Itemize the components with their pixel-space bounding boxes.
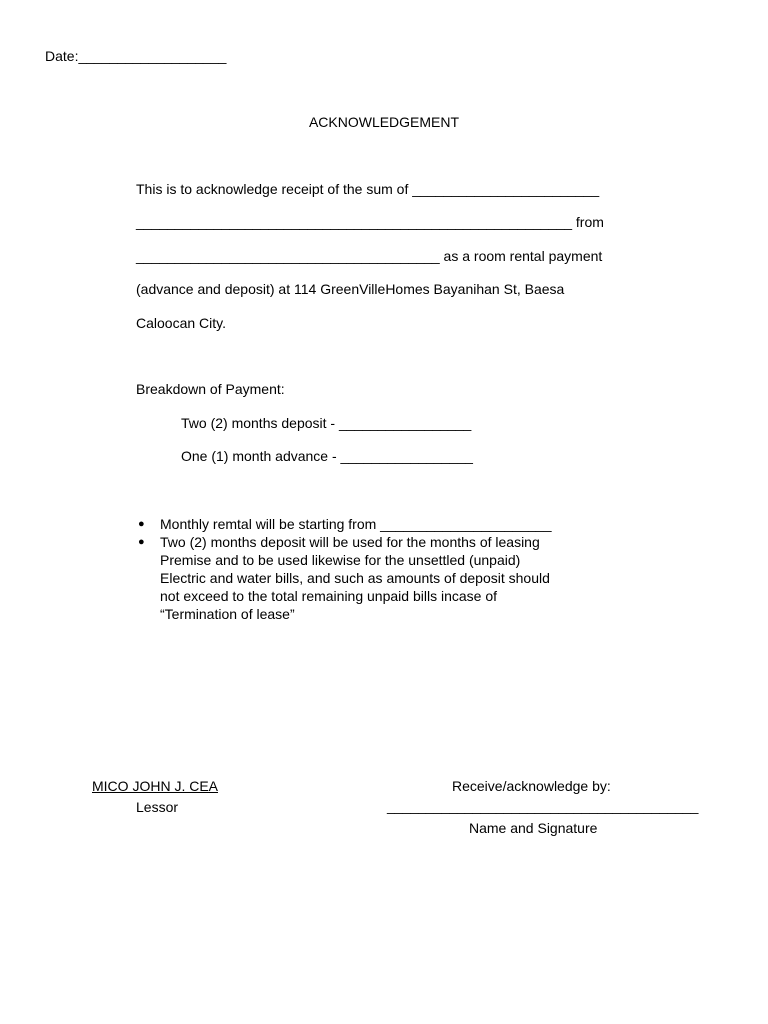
body-line-3: _______________________________________ as a room rental payment — [136, 248, 603, 264]
bullet-2-line-2: Premise and to be used likewise for the unsettled (unpaid) — [160, 552, 521, 568]
bullet-2-line-1: Two (2) months deposit will be used for the months of leasing — [160, 534, 540, 550]
receiver-heading: Receive/acknowledge by: — [452, 778, 611, 794]
bullet-1-line-1: Monthly remtal will be starting from ______________________ — [160, 516, 552, 532]
terms-list — [138, 515, 658, 623]
breakdown-heading: Breakdown of Payment: — [136, 381, 285, 397]
body-line-1: This is to acknowledge receipt of the sum of ________________________ — [136, 181, 600, 197]
breakdown-item-deposit: Two (2) months deposit - _________________ — [181, 415, 472, 431]
date-field: Date:___________________ — [45, 48, 227, 64]
receiver-signature-line: ________________________________________ — [387, 798, 699, 814]
body-line-2: ________________________________________________________ from — [136, 214, 604, 230]
breakdown-item-advance: One (1) month advance - _________________ — [181, 448, 473, 464]
bullet-2-line-3: Electric and water bills, and such as amounts of deposit should — [160, 570, 550, 586]
list-item — [138, 533, 658, 623]
bullet-2-line-4: not exceed to the total remaining unpaid bills incase of — [160, 588, 497, 604]
lessor-role: Lessor — [136, 799, 179, 815]
document-title: ACKNOWLEDGEMENT — [308, 114, 460, 130]
list-item — [138, 515, 658, 533]
bullet-icon: ● — [138, 518, 145, 530]
bullet-2-line-5: “Termination of lease” — [160, 606, 295, 622]
bullet-icon: ● — [138, 536, 145, 548]
lessor-name: MICO JOHN J. CEA — [92, 778, 219, 794]
body-line-5: Caloocan City. — [136, 315, 227, 331]
body-line-4: (advance and deposit) at 114 GreenVilleHomes Bayanihan St, Baesa — [136, 281, 565, 297]
receiver-caption: Name and Signature — [469, 820, 598, 836]
